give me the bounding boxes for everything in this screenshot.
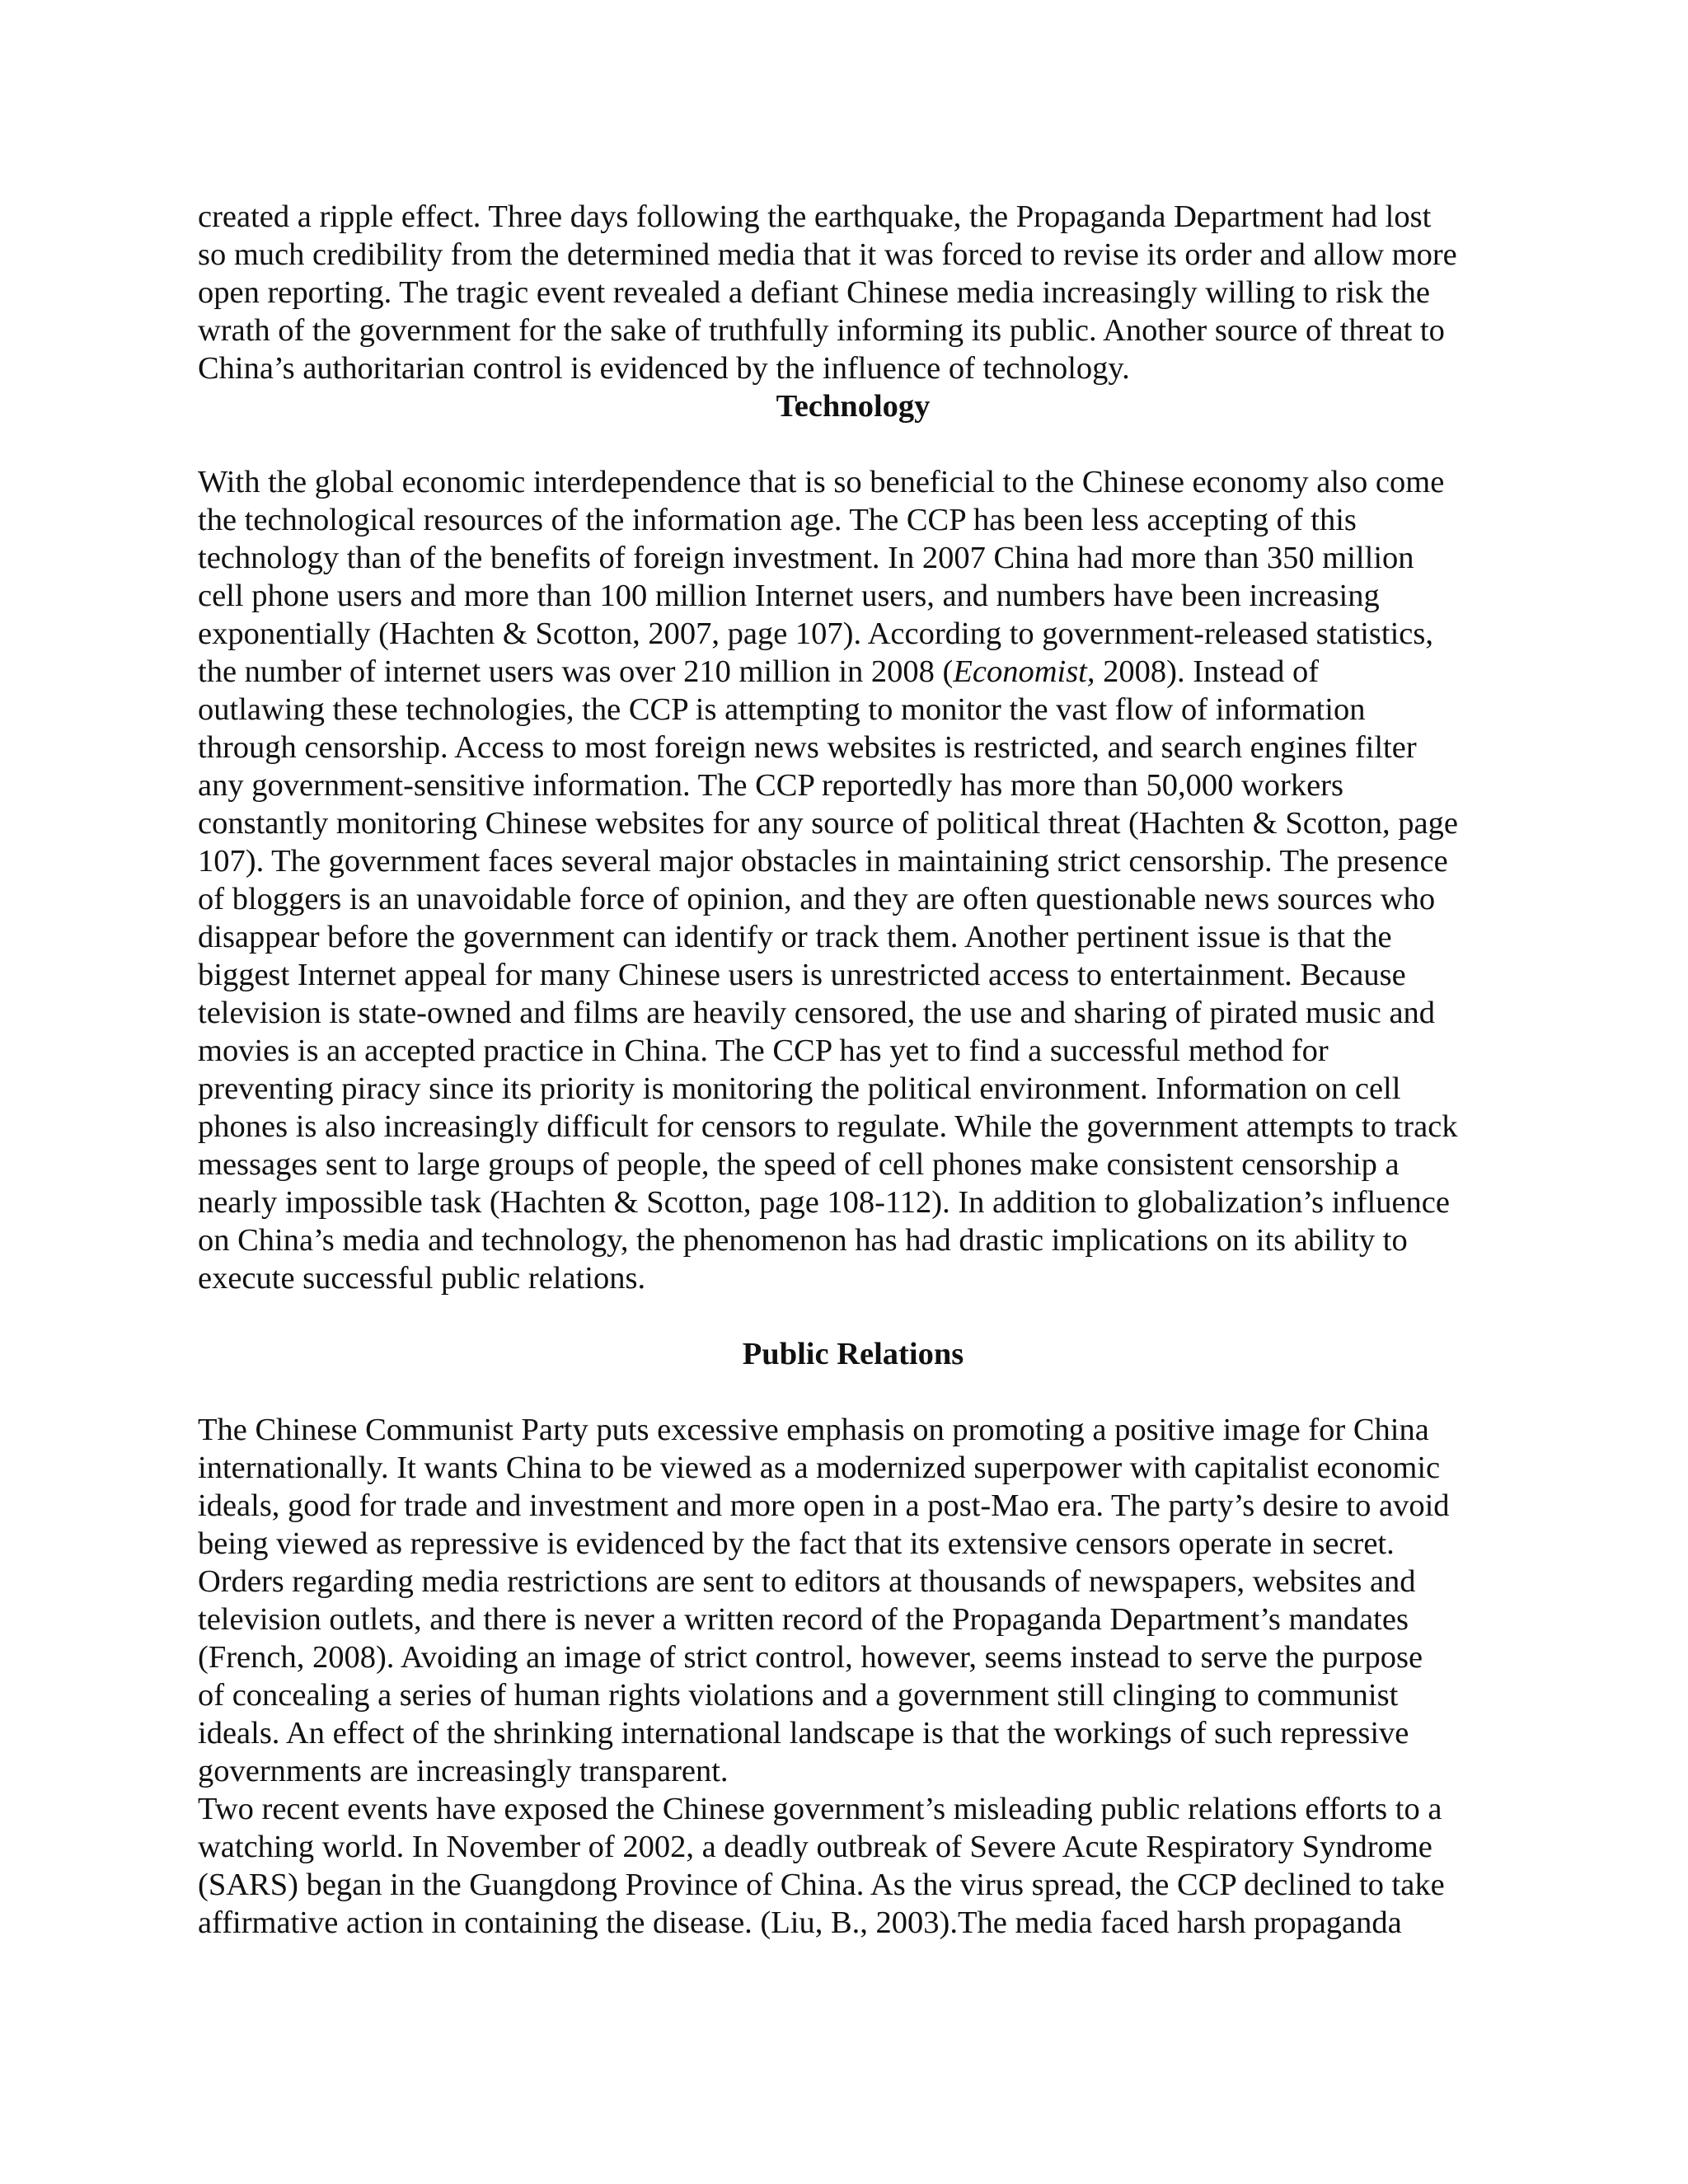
document-page — [198, 198, 1508, 1942]
section-heading-technology: Technology — [776, 389, 931, 424]
paragraph-technology — [198, 463, 1508, 1297]
paragraph-public-relations: The Chinese Communist Party puts excessive emphasis on promoting a positive image for China internationally. It wants China to be viewed as a modernized superpower with capitalist economic ideals, good for trade and investment and more open in a post-Mao era. The party’s desire to avoid being viewed as repressive is evidenced by the fact that its extensive censors operate in secret. Orders regarding media restrictions are sent to editors at thousands of newspapers, websites and television outlets, and there is never a written record of the Propaganda Department’s mandates (French, 2008). Avoiding an image of strict control, however, seems instead to serve the purpose of concealing a series of human rights violations and a government still clinging to communist ideals. An effect of the shrinking international landscape is that the workings of such repressive governments are increasingly transparent. — [198, 1413, 1450, 1788]
paragraph-technology-part1: With the global economic interdependence that is so beneficial to the Chinese economy also come the technological resources of the information age. The CCP has been less accepting of this technology than of the benefits of foreign investment. In 2007 China had more than 350 million cell phone users and more than 100 million Internet users, and numbers have been increasing exponentially (Hachten & Scotton, 2007, page 107). According to government-released statistics, the number of internet users was over 210 million in 2008 ( — [198, 465, 1445, 689]
spacer — [198, 1373, 1508, 1411]
spacer — [198, 1297, 1508, 1335]
paragraph-earthquake-conclusion: created a ripple effect. Three days following the earthquake, the Propaganda Department had lost so much credibility from the determined media that it was forced to revise its order and allow more open reporting. The tragic event revealed a defiant Chinese media increasingly willing to risk the wrath of the government for the sake of truthfully informing its public. Another source of threat to China’s authoritarian control is evidenced by the influence of technology. — [198, 199, 1457, 386]
section-heading-public-relations: Public Relations — [742, 1337, 964, 1371]
spacer — [198, 425, 1508, 463]
paragraph-sars-events: Two recent events have exposed the Chinese government’s misleading public relations efforts to a watching world. In November of 2002, a deadly outbreak of Severe Acute Respiratory Syndrome (SARS) began in the Guangdong Province of China. As the virus spread, the CCP declined to take affirmative action in containing the disease. (Liu, B., 2003).The media faced harsh propaganda — [198, 1792, 1445, 1940]
paragraph-technology-part2: 2008). Instead of outlawing these technologies, the CCP is attempting to monitor the vast flow of information through censorship. Access to most foreign news websites is restricted, and search engines filter any government-sensitive information. The CCP reportedly has more than 50,000 workers constantly monitoring Chinese websites for any source of political threat (Hachten & Scotton, page 107). The government faces several major obstacles in maintaining strict censorship. The presence of bloggers is an unavoidable force of opinion, and they are often questionable news sources who disappear before the government can identify or track them. Another pertinent issue is that the biggest Internet appeal for many Chinese users is unrestricted access to entertainment. Because television is state-owned and films are heavily censored, the use and sharing of pirated music and movies is an accepted practice in China. The CCP has yet to find a successful method for preventing piracy since its priority is monitoring the political environment. Information on cell phones is also increasingly difficult for censors to regulate. While the government attempts to track messages sent to large groups of people, the speed of cell phones make consistent censorship a nearly impossible task (Hachten & Scotton, page 108-112). In addition to globalization’s influence on China’s media and technology, the phenomenon has had drastic implications on its ability to execute successful public relations. — [198, 654, 1458, 1296]
citation-economist: Economist, — [953, 654, 1095, 689]
